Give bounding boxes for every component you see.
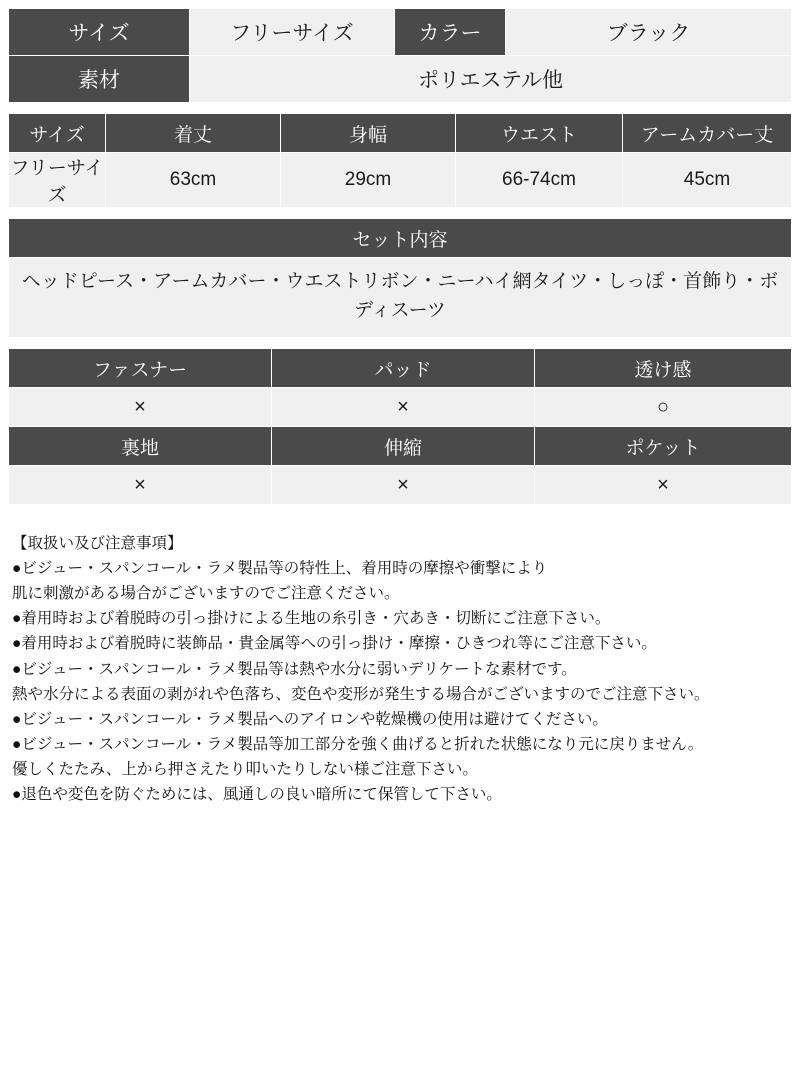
care-notes [12, 531, 792, 807]
attr-header-stretch: 伸縮 [272, 427, 535, 466]
attr-header-zipper: ファスナー [9, 349, 272, 388]
care-note-line: ●退色や変色を防ぐためには、風通しの良い暗所にて保管して下さい。 [12, 786, 502, 804]
table-row [9, 9, 792, 56]
spec-size-header: サイズ [9, 9, 190, 56]
table-row [9, 349, 792, 388]
spec-material-value: ポリエステル他 [190, 56, 792, 103]
measure-value-armcover: 45cm [623, 153, 792, 208]
care-note-line: 熱や水分による表面の剥がれや色落ち、変色や変形が発生する場合がございますのでご注意下さい。 [12, 685, 710, 703]
set-contents-title: セット内容 [9, 219, 792, 258]
care-notes-title: 【取扱い及び注意事項】 [12, 535, 183, 552]
care-note-line: 肌に刺激がある場合がございますのでご注意ください。 [12, 585, 400, 603]
attr-value-sheerness: ○ [535, 388, 792, 427]
attr-value-zipper: × [9, 388, 272, 427]
table-row [9, 466, 792, 505]
care-note-line: ●着用時および着脱時に装飾品・貴金属等への引っ掛け・摩擦・ひきつれ等にご注意下さい。 [12, 635, 657, 653]
spec-size-value: フリーサイズ [190, 9, 395, 56]
measure-header-width: 身幅 [281, 114, 456, 153]
care-note-line: ●ビジュー・スパンコール・ラメ製品等の特性上、着用時の摩擦や衝撃により [12, 560, 548, 578]
table-row [9, 219, 792, 258]
attr-header-lining: 裏地 [9, 427, 272, 466]
spec-color-header: カラー [395, 9, 506, 56]
measurement-table [8, 113, 792, 208]
table-row [9, 114, 792, 153]
attr-header-pocket: ポケット [535, 427, 792, 466]
measure-value-waist: 66-74cm [456, 153, 623, 208]
measure-value-length: 63cm [106, 153, 281, 208]
attribute-table [8, 348, 792, 505]
set-contents-table [8, 218, 792, 338]
table-row [9, 56, 792, 103]
attr-value-pad: × [272, 388, 535, 427]
measure-value-width: 29cm [281, 153, 456, 208]
measure-header-waist: ウエスト [456, 114, 623, 153]
spec-color-value: ブラック [506, 9, 792, 56]
care-note-line: ●ビジュー・スパンコール・ラメ製品へのアイロンや乾燥機の使用は避けてください。 [12, 710, 608, 728]
table-row [9, 427, 792, 466]
table-row [9, 258, 792, 338]
attr-value-pocket: × [535, 466, 792, 505]
care-note-line: 優しくたたみ、上から押さえたり叩いたりしない様ご注意下さい。 [12, 760, 478, 778]
set-contents-value: ヘッドピース・アームカバー・ウエストリボン・ニーハイ網タイツ・しっぽ・首飾り・ボディスーツ [9, 258, 792, 338]
attr-value-stretch: × [272, 466, 535, 505]
care-note-line: ●ビジュー・スパンコール・ラメ製品等は熱や水分に弱いデリケートな素材です。 [12, 660, 577, 678]
measure-value-size: フリーサイズ [9, 153, 106, 208]
measure-header-size: サイズ [9, 114, 106, 153]
measure-header-length: 着丈 [106, 114, 281, 153]
measure-header-armcover: アームカバー丈 [623, 114, 792, 153]
spec-table [8, 8, 792, 103]
care-note-line: ●ビジュー・スパンコール・ラメ製品等加工部分を強く曲げると折れた状態になり元に戻りません。 [12, 735, 704, 753]
attr-header-sheerness: 透け感 [535, 349, 792, 388]
table-row [9, 388, 792, 427]
care-note-line: ●着用時および着脱時の引っ掛けによる生地の糸引き・穴あき・切断にご注意下さい。 [12, 610, 611, 628]
spec-material-header: 素材 [9, 56, 190, 103]
attr-value-lining: × [9, 466, 272, 505]
attr-header-pad: パッド [272, 349, 535, 388]
table-row [9, 153, 792, 208]
